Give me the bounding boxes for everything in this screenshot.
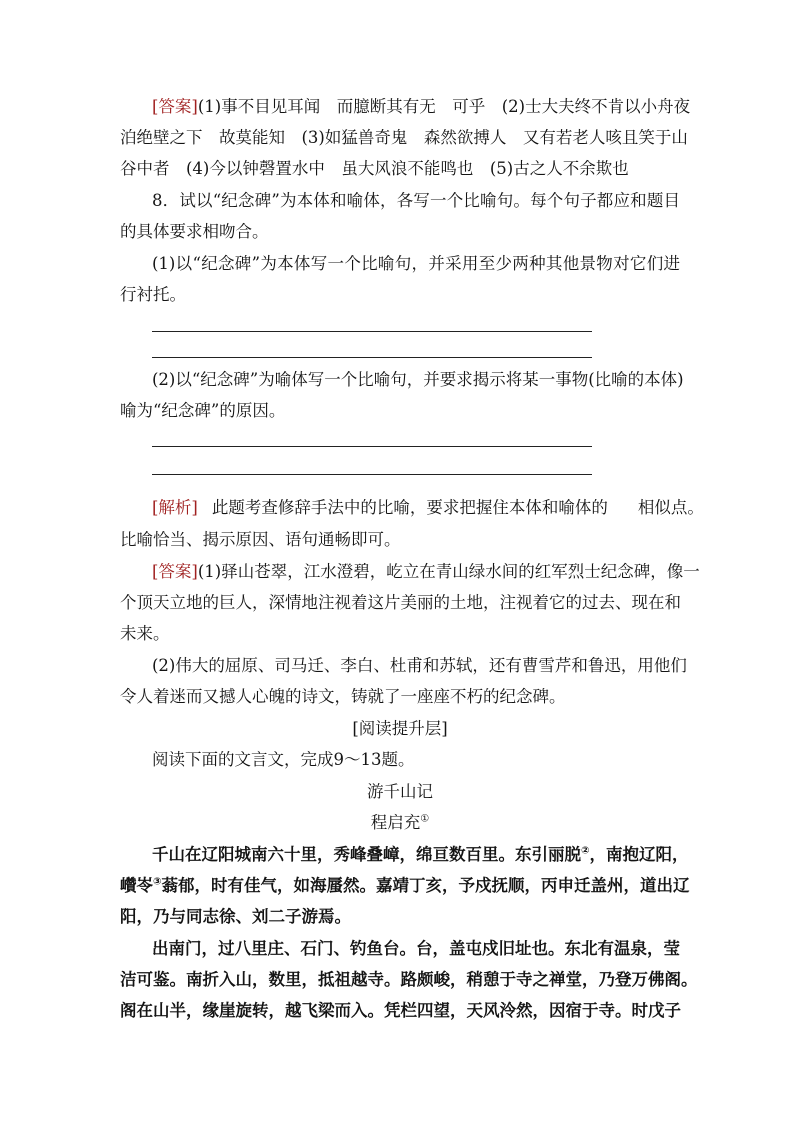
answer-2-line-4: (2)伟大的屈原、司马迁、李白、杜甫和苏轼，还有曹雪芹和鲁迅，用他们 (152, 656, 687, 675)
question-8-sub2-line-2: 喻为“纪念碑”的原因。 (120, 401, 286, 420)
analysis-tag: [解析] (152, 498, 198, 517)
answer-2-line-5: 令人着迷而又撼人心魄的诗文，铸就了一座座不朽的纪念碑。 (120, 687, 566, 706)
footnote-marker: ② (581, 845, 590, 857)
essay-p2-line-3: 阁在山半，缘崖旋转，越飞梁而入。凭栏四望，天风泠然，因宿于寺。时戊子 (120, 1001, 681, 1020)
section-heading: [阅读提升层] (352, 719, 448, 738)
answer-2-line-2: 个顶天立地的巨人，深情地注视着这片美丽的土地，注视着它的过去、现在和 (120, 593, 681, 612)
essay-p1-line-3: 阳，乃与同志徐、刘二子游焉。 (120, 907, 351, 926)
question-8-sub2-line-1: (2)以“纪念碑”为喻体写一个比喻句，并要求揭示将某一事物(比喻的本体) (152, 370, 684, 389)
reading-instruction: 阅读下面的文言文，完成9～13题。 (152, 750, 415, 769)
analysis-line-2: 比喻恰当、揭示原因、语句通畅即可。 (120, 530, 401, 549)
answer-blank-line (152, 357, 592, 358)
essay-author: 程启充① (370, 813, 430, 832)
answer-1-line-1: [答案](1)事不目见耳闻 而臆断其有无 可乎 (2)士大夫终不肯以小舟夜 (152, 97, 691, 116)
answer-blank-line (152, 331, 592, 332)
footnote-marker: ③ (153, 876, 162, 888)
essay-p1-line-1: 千山在辽阳城南六十里，秀峰叠嶂，绵亘数百里。东引丽脱②，南抱辽阳， (152, 845, 689, 864)
question-8-sub1-line-2: 行衬托。 (120, 285, 186, 304)
essay-p1-line-2: 巑岺③蓊郁，时有佳气，如海蜃然。嘉靖丁亥，予戍抚顺，丙申迁盖州，道出辽 (120, 876, 690, 895)
answer-1-line-3: 谷中者 (4)今以钟磬置水中 虽大风浪不能鸣也 (5)古之人不余欺也 (120, 159, 629, 178)
answer-tag: [答案] (152, 97, 198, 116)
answer-blank-line (152, 446, 592, 447)
answer-2-line-3: 未来。 (120, 624, 170, 643)
answer-tag: [答案] (152, 562, 198, 581)
footnote-marker: ① (420, 813, 430, 825)
answer-1-line-2: 泊绝壁之下 故莫能知 (3)如猛兽奇鬼 森然欲搏人 又有若老人咳且笑于山 (120, 128, 688, 147)
answer-2-line-1: [答案](1)驿山苍翠，江水澄碧，屹立在青山绿水间的红军烈士纪念碑，像一 (152, 562, 700, 581)
question-8-stem-line-2: 的具体要求相吻合。 (120, 222, 269, 241)
essay-p2-line-1: 出南门，过八里庄、石门、钓鱼台。台，盖屯戍旧址也。东北有温泉，莹 (152, 939, 680, 958)
question-8-stem-line-1: 8．试以“纪念碑”为本体和喻体，各写一个比喻句。每个句子都应和题目 (152, 191, 680, 210)
question-8-sub1-line-1: (1)以“纪念碑”为本体写一个比喻句，并采用至少两种其他景物对它们进 (152, 254, 680, 273)
essay-p2-line-2: 洁可鉴。南折入山，数里，抵祖越寺。路颇峻，稍憩于寺之禅堂，乃登万佛阁。 (120, 970, 698, 989)
analysis-line-1: [解析] 此题考查修辞手法中的比喻，要求把握住本体和喻体的 相似点。 (152, 498, 704, 517)
essay-title: 游千山记 (367, 782, 433, 801)
answer-blank-line (152, 474, 592, 475)
